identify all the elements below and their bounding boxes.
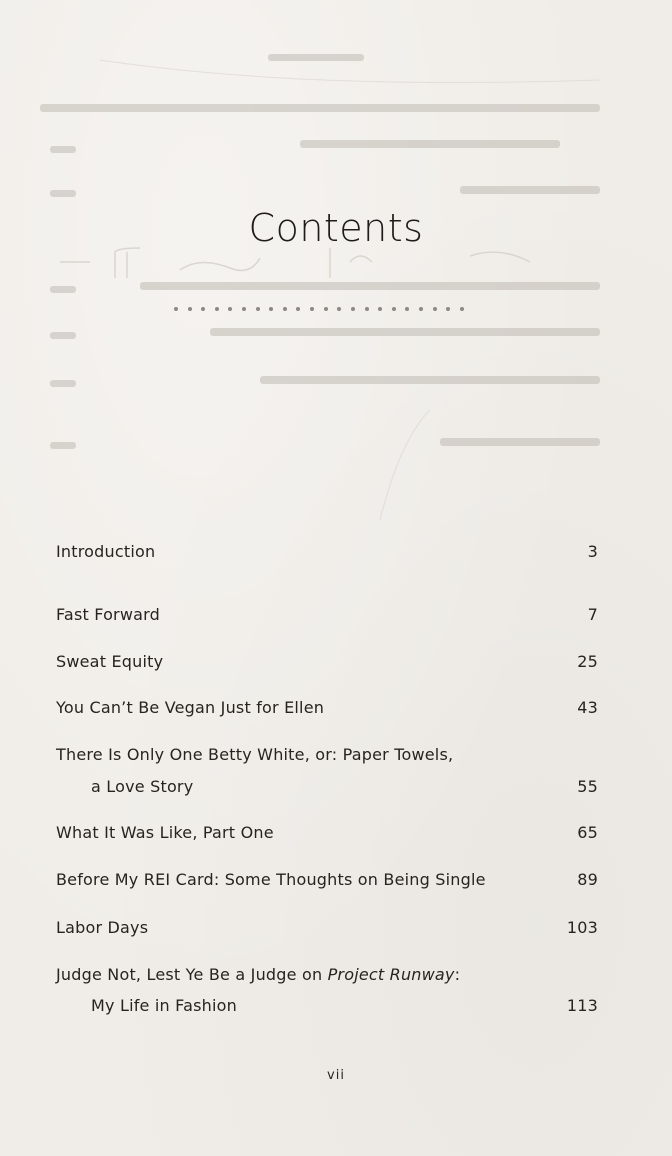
page-title: Contents xyxy=(248,206,424,250)
toc-entry-title: Before My REI Card: Some Thoughts on Being Single xyxy=(56,870,486,889)
toc-entry-title-suffix: : xyxy=(454,965,461,984)
show-through-texture xyxy=(0,0,672,520)
toc-entry-page: 25 xyxy=(577,652,598,671)
toc-entry-page: 103 xyxy=(566,918,598,937)
toc-entry-title: Sweat Equity xyxy=(56,652,164,671)
toc-entry-title-prefix: Judge Not, Lest Ye Be a Judge on xyxy=(56,965,328,984)
toc-entry-page: 7 xyxy=(587,605,598,624)
page-folio: vii xyxy=(327,1068,345,1083)
toc-entry-page: 43 xyxy=(577,698,598,717)
toc-entry-title-continued: a Love Story xyxy=(91,777,194,796)
toc-entry-title: What It Was Like, Part One xyxy=(56,823,274,842)
toc-entry-page: 113 xyxy=(566,996,598,1015)
toc-entry-page: 3 xyxy=(587,542,598,561)
toc-entry-title xyxy=(56,965,460,984)
toc-entry-page: 89 xyxy=(577,870,598,889)
toc-entry-title: Introduction xyxy=(56,542,156,561)
toc-entry-page: 65 xyxy=(577,823,598,842)
toc-entry-title-italic: Project Runway xyxy=(327,965,455,984)
toc-entry-title-continued: My Life in Fashion xyxy=(91,996,237,1015)
toc-entry-title: You Can’t Be Vegan Just for Ellen xyxy=(56,698,325,717)
toc-entry-page: 55 xyxy=(577,777,598,796)
title-ornament-dots xyxy=(174,305,464,313)
toc-entry-title: There Is Only One Betty White, or: Paper Towels, xyxy=(56,745,454,764)
toc-entry-title: Labor Days xyxy=(56,918,149,937)
toc-entry-title: Fast Forward xyxy=(56,605,160,624)
